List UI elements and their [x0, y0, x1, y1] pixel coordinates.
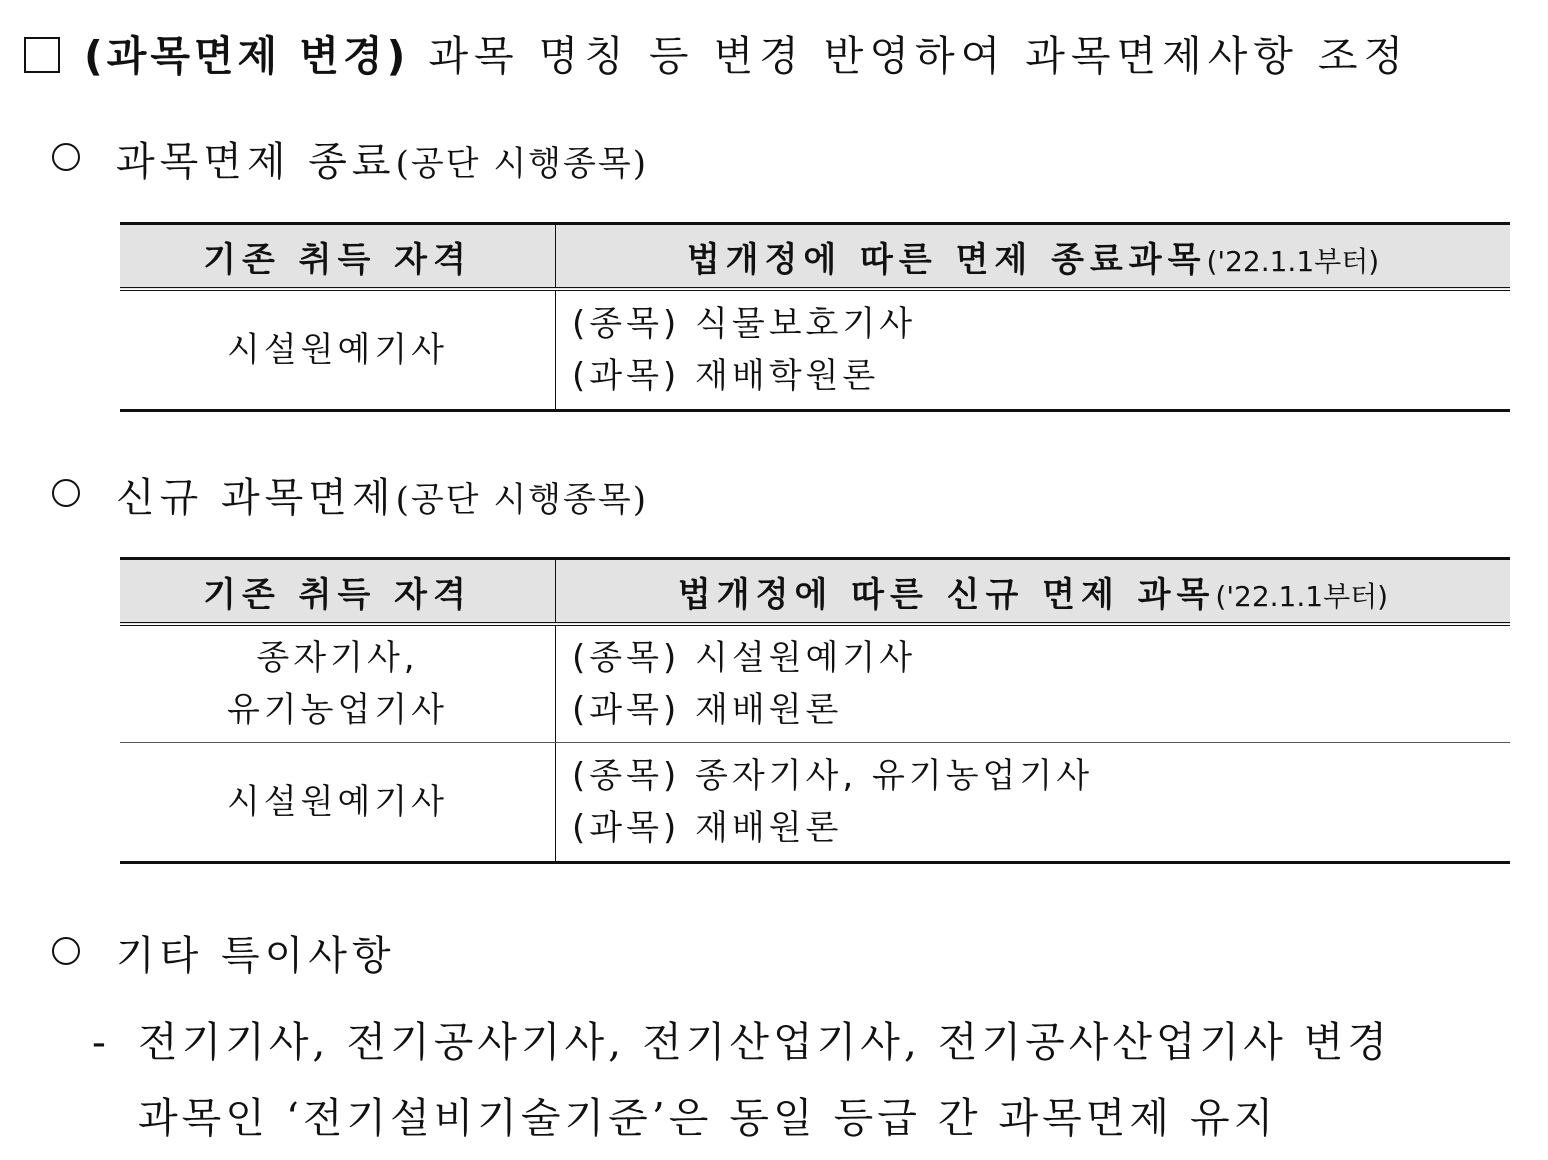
note-text-2: 과목인 ‘전기설비기술기준’은 동일 등급 간 과목면제 유지: [138, 1094, 1278, 1142]
header-exemption-end-subjects: [556, 224, 1511, 290]
exemption-end-table: [120, 222, 1510, 412]
subject-line: (종목) 종자기사, 유기농업기사: [572, 756, 1094, 796]
new-exemption-table: [120, 557, 1510, 864]
dash-bullet: -: [92, 1018, 110, 1066]
subjects-cell: [556, 289, 1511, 411]
note-line-2: [138, 1090, 1277, 1146]
section3-title: 기타 특이사항: [116, 933, 396, 979]
section-title-new-exemption: [52, 470, 648, 528]
subject-line: (과목) 재배원론: [572, 808, 843, 848]
header-date-note: ('22.1.1부터): [1215, 579, 1389, 613]
subject-line: (종목) 시설원예기사: [572, 638, 917, 678]
qualification-cell: [120, 624, 556, 743]
qualification-text: 시설원예기사: [226, 330, 449, 370]
subject-line: (과목) 재배학원론: [572, 356, 880, 396]
qualification-text: 종자기사,: [256, 638, 419, 678]
header-existing-qualification: 기존 취득 자격: [120, 224, 556, 290]
main-heading: [24, 26, 1524, 86]
header-main-text: 법개정에 따른 면제 종료과목: [686, 239, 1207, 280]
section1-title: 과목면제 종료: [116, 139, 396, 185]
circle-bullet-icon: [52, 479, 80, 507]
qualification-text: 유기농업기사: [226, 690, 449, 730]
section2-title: 신규 과목면제: [116, 475, 396, 521]
section2-note: (공단 시행종목): [395, 480, 648, 520]
section-title-other-notes: [52, 928, 396, 984]
circle-bullet-icon: [52, 143, 80, 171]
header-date-note: ('22.1.1부터): [1206, 244, 1380, 278]
table-row: [120, 624, 1510, 743]
note-text-1: 전기기사, 전기공사기사, 전기산업기사, 전기공사산업기사 변경: [138, 1018, 1391, 1066]
note-line-1: [92, 1014, 1391, 1070]
qualification-cell: [120, 289, 556, 411]
subject-line: (종목) 식물보호기사: [572, 304, 917, 344]
table-header-row: [120, 559, 1510, 625]
section-title-exemption-end: [52, 134, 648, 192]
circle-bullet-icon: [52, 937, 80, 965]
heading-bold-label: (과목면제 변경): [84, 32, 410, 80]
table-row: [120, 289, 1510, 411]
table-row: [120, 743, 1510, 863]
section1-note: (공단 시행종목): [395, 144, 648, 184]
qualification-text: 시설원예기사: [226, 782, 449, 822]
header-main-text: 법개정에 따른 신규 면제 과목: [677, 574, 1216, 615]
table-header-row: [120, 224, 1510, 290]
header-new-exemption-subjects: [556, 559, 1511, 625]
subjects-cell: [556, 624, 1511, 743]
header-existing-qualification: 기존 취득 자격: [120, 559, 556, 625]
subject-line: (과목) 재배원론: [572, 690, 843, 730]
checkbox-square-icon: [24, 37, 60, 73]
heading-text: 과목 명칭 등 변경 반영하여 과목면제사항 조정: [428, 32, 1410, 80]
subjects-cell: [556, 743, 1511, 863]
qualification-cell: [120, 743, 556, 863]
